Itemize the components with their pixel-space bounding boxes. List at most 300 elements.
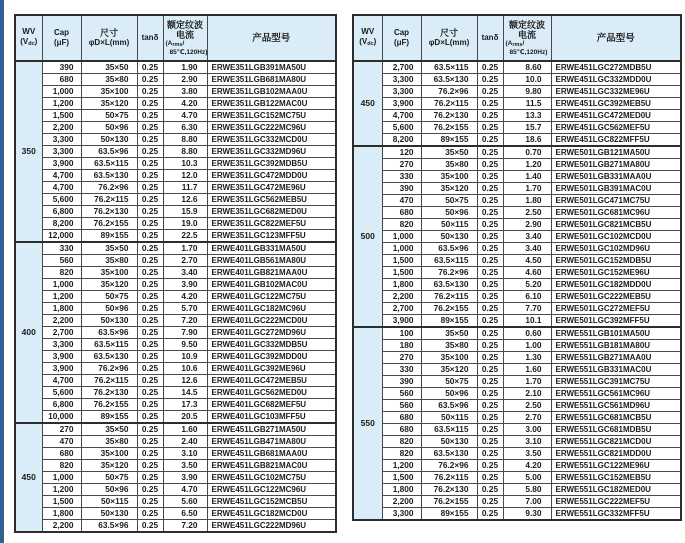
ripple-current-value: 6.30: [163, 122, 207, 134]
part-number: ERWE551LGC182MED0U: [551, 484, 681, 496]
size-value: 76.2×115: [421, 472, 477, 484]
cap-value: 1,500: [42, 110, 81, 122]
part-number: ERWE501LGC222MEB5U: [551, 291, 681, 303]
spec-row: [15, 146, 336, 158]
ripple-current-value: 1.80: [503, 195, 551, 207]
spec-row: [353, 134, 681, 147]
spec-row: [15, 86, 336, 98]
part-number: ERWE351LGC472MDD0U: [207, 170, 336, 182]
part-number: ERWE351LGC332MCD0U: [207, 134, 336, 146]
size-value: 63.5×130: [421, 279, 477, 291]
ripple-current-value: 1.00: [503, 340, 551, 352]
ripple-current-value: 2.10: [503, 388, 551, 400]
ripple-current-value: 1.20: [503, 159, 551, 171]
cap-value: 2,200: [382, 291, 421, 303]
tan-delta-value: 0.25: [137, 218, 163, 230]
spec-row: [353, 183, 681, 195]
tan-delta-value: 0.25: [477, 340, 503, 352]
tan-delta-value: 0.25: [137, 508, 163, 520]
part-number: ERWE551LGC681MDB5U: [551, 424, 681, 436]
size-value: 50×130: [81, 134, 137, 146]
header-wv: [353, 15, 382, 61]
wv-group-value: 400: [15, 242, 42, 423]
size-value: 76.2×155: [421, 303, 477, 315]
part-number: ERWE451LGC272MDB5U: [551, 61, 681, 74]
spec-row: [15, 496, 336, 508]
size-value: 35×120: [421, 183, 477, 195]
part-number: ERWE501LGB121MA50U: [551, 146, 681, 159]
part-number: ERWE351LGC472ME96U: [207, 182, 336, 194]
size-value: 89×155: [81, 230, 137, 243]
tan-delta-value: 0.25: [477, 484, 503, 496]
wv-unit: $(V_{dc})$: [20, 37, 38, 47]
spec-row: [353, 412, 681, 424]
size-value: 63.5×130: [81, 170, 137, 182]
ripple-current-value: 9.80: [503, 86, 551, 98]
ripple-current-value: 4.20: [163, 98, 207, 110]
ripple-current-value: 9.50: [163, 339, 207, 351]
spec-row: [353, 195, 681, 207]
cap-value: 6,800: [42, 399, 81, 411]
tan-delta-value: 0.25: [477, 352, 503, 364]
spec-row: [353, 279, 681, 291]
spec-row: [353, 291, 681, 303]
ripple-current-value: 8.80: [163, 134, 207, 146]
tan-delta-value: 0.25: [477, 61, 503, 74]
part-number: ERWE401LGC272MD96U: [207, 327, 336, 339]
size-value: 76.2×96: [421, 460, 477, 472]
ripple-current-value: 7.20: [163, 315, 207, 327]
size-value: 35×100: [81, 86, 137, 98]
tan-delta-value: 0.25: [137, 110, 163, 122]
ripple-current-value: 17.3: [163, 399, 207, 411]
cap-value: 5,600: [42, 194, 81, 206]
tan-delta-value: 0.25: [137, 291, 163, 303]
cap-value: 4,700: [42, 375, 81, 387]
ripple-current-value: 3.50: [503, 448, 551, 460]
ripple-label-2: 电流: [175, 30, 194, 40]
cap-value: 3,900: [42, 363, 81, 375]
size-value: 50×96: [421, 388, 477, 400]
ripple-current-value: 4.20: [503, 460, 551, 472]
part-number: ERWE351LGC392MDB5U: [207, 158, 336, 170]
part-number: ERWE451LGB681MAA0U: [207, 448, 336, 460]
size-value: 35×80: [421, 159, 477, 171]
ripple-current-value: 15.9: [163, 206, 207, 218]
tan-delta-value: 0.25: [137, 520, 163, 533]
spec-row: [15, 267, 336, 279]
size-value: 89×155: [421, 508, 477, 521]
cap-value: 1,000: [42, 279, 81, 291]
ripple-unit-2: 85℃,120Hz): [169, 49, 208, 56]
tan-delta-value: 0.25: [137, 158, 163, 170]
tan-delta-value: 0.25: [477, 243, 503, 255]
header-size: [81, 15, 137, 61]
spec-row: [353, 219, 681, 231]
tan-label: tanδ: [481, 33, 499, 42]
spec-row: [15, 351, 336, 363]
spec-row: [15, 327, 336, 339]
spec-row: [353, 388, 681, 400]
tan-delta-value: 0.25: [477, 400, 503, 412]
cap-value: 3,300: [382, 74, 421, 86]
ripple-current-value: 7.90: [163, 327, 207, 339]
size-value: 35×100: [421, 171, 477, 183]
size-value: 63.5×130: [81, 351, 137, 363]
spec-row: [353, 376, 681, 388]
spec-row: [15, 303, 336, 315]
ripple-current-value: 6.10: [503, 291, 551, 303]
ripple-current-value: 10.1: [503, 315, 551, 328]
ripple-current-value: 10.9: [163, 351, 207, 363]
size-value: 76.2×96: [81, 182, 137, 194]
spec-row: [353, 171, 681, 183]
header-part-number: [207, 15, 336, 61]
size-value: 76.2×155: [81, 218, 137, 230]
size-value: 50×96: [421, 207, 477, 219]
cap-value: 3,300: [382, 86, 421, 98]
tan-delta-value: 0.25: [137, 339, 163, 351]
size-value: 76.2×96: [81, 363, 137, 375]
ripple-current-value: 4.50: [503, 255, 551, 267]
ripple-current-value: 11.5: [503, 98, 551, 110]
size-value: 63.5×115: [81, 158, 137, 170]
cap-value: 1,200: [382, 460, 421, 472]
spec-row: [15, 134, 336, 146]
tan-delta-value: 0.25: [477, 207, 503, 219]
tan-delta-value: 0.25: [137, 375, 163, 387]
ripple-current-value: 7.00: [503, 496, 551, 508]
part-number: ERWE351LGB681MA80U: [207, 74, 336, 86]
tan-delta-value: 0.25: [137, 206, 163, 218]
size-value: 35×120: [81, 460, 137, 472]
tan-delta-value: 0.25: [477, 267, 503, 279]
tan-delta-value: 0.25: [477, 412, 503, 424]
cap-value: 12,000: [42, 230, 81, 243]
cap-value: 10,000: [42, 411, 81, 424]
size-value: 63.5×96: [81, 327, 137, 339]
tan-delta-value: 0.25: [137, 230, 163, 243]
tan-delta-value: 0.25: [137, 315, 163, 327]
ratings-table-left: [14, 14, 337, 533]
ripple-current-value: 15.7: [503, 122, 551, 134]
header-row: [353, 15, 681, 61]
ripple-current-value: 5.20: [503, 279, 551, 291]
ripple-current-value: 3.10: [163, 448, 207, 460]
ripple-current-value: 5.60: [163, 496, 207, 508]
part-number: ERWE401LGB102MAC0U: [207, 279, 336, 291]
size-unit: φD×L(mm): [88, 38, 130, 47]
tan-delta-value: 0.25: [137, 86, 163, 98]
cap-value: 3,900: [382, 98, 421, 110]
ripple-current-value: 5.70: [163, 303, 207, 315]
wv-group-value: 500: [353, 146, 382, 327]
model-label: 产品型号: [596, 32, 635, 44]
cap-value: 1,000: [42, 86, 81, 98]
header-wv: [15, 15, 42, 61]
part-number: ERWE351LGC332MD96U: [207, 146, 336, 158]
cap-value: 270: [382, 352, 421, 364]
part-number: ERWE501LGC821MCB5U: [551, 219, 681, 231]
part-number: ERWE351LGB391MA50U: [207, 61, 336, 74]
cap-value: 3,300: [42, 339, 81, 351]
ripple-current-value: 1.90: [163, 61, 207, 74]
part-number: ERWE451LGC222MD96U: [207, 520, 336, 533]
part-number: ERWE551LGB271MAA0U: [551, 352, 681, 364]
size-value: 35×100: [81, 448, 137, 460]
spec-row: [15, 98, 336, 110]
part-number: ERWE501LGC272MEF5U: [551, 303, 681, 315]
size-value: 76.2×130: [81, 206, 137, 218]
tan-delta-value: 0.25: [477, 303, 503, 315]
spec-row: [353, 303, 681, 315]
tan-delta-value: 0.25: [477, 448, 503, 460]
part-number: ERWE501LGB331MAA0U: [551, 171, 681, 183]
size-value: 35×120: [81, 98, 137, 110]
cap-value: 390: [382, 376, 421, 388]
part-number: ERWE451LGC182MCD0U: [207, 508, 336, 520]
ripple-label-1: 额定纹波: [508, 20, 545, 30]
size-value: 63.5×130: [421, 74, 477, 86]
size-value: 35×50: [81, 61, 137, 74]
part-number: ERWE451LGC332ME96U: [551, 86, 681, 98]
cap-value: 3,900: [42, 158, 81, 170]
spec-row: [15, 472, 336, 484]
cap-value: 3,300: [42, 146, 81, 158]
ripple-current-value: 3.40: [163, 267, 207, 279]
size-value: 35×50: [81, 242, 137, 255]
tan-delta-value: 0.25: [477, 508, 503, 521]
cap-value: 820: [382, 448, 421, 460]
cap-value: 270: [42, 423, 81, 436]
header-ripple-current: [503, 15, 551, 61]
size-value: 76.2×96: [421, 267, 477, 279]
tan-delta-value: 0.25: [137, 472, 163, 484]
cap-value: 1,200: [42, 484, 81, 496]
size-value: 35×100: [421, 352, 477, 364]
tan-delta-value: 0.25: [477, 496, 503, 508]
size-value: 76.2×115: [421, 98, 477, 110]
part-number: ERWE351LGC222MC96U: [207, 122, 336, 134]
ripple-label-1: 额定纹波: [166, 20, 203, 30]
cap-value: 330: [42, 242, 81, 255]
part-number: ERWE451LGC102MC75U: [207, 472, 336, 484]
cap-unit: (μF): [393, 38, 410, 47]
size-value: 76.2×155: [421, 496, 477, 508]
part-number: ERWE401LGC682MEF5U: [207, 399, 336, 411]
ripple-current-value: 8.80: [163, 146, 207, 158]
cap-value: 1,200: [42, 291, 81, 303]
spec-row: [353, 340, 681, 352]
tan-delta-value: 0.25: [137, 303, 163, 315]
part-number: ERWE551LGC681MCB5U: [551, 412, 681, 424]
tan-delta-value: 0.25: [477, 315, 503, 328]
size-value: 50×75: [81, 291, 137, 303]
size-value: 50×75: [421, 195, 477, 207]
part-number: ERWE401LGC332MDB5U: [207, 339, 336, 351]
ripple-current-value: 2.90: [503, 219, 551, 231]
cap-value: 5,600: [382, 122, 421, 134]
spec-row: [353, 508, 681, 521]
spec-row: [15, 387, 336, 399]
spec-row: [15, 411, 336, 424]
part-number: ERWE401LGB821MAA0U: [207, 267, 336, 279]
tan-delta-value: 0.25: [137, 182, 163, 194]
cap-value: 1,800: [382, 279, 421, 291]
tan-delta-value: 0.25: [137, 255, 163, 267]
cap-value: 820: [382, 436, 421, 448]
spec-row: [15, 242, 336, 255]
size-value: 63.5×96: [421, 243, 477, 255]
tan-delta-value: 0.25: [137, 170, 163, 182]
cap-value: 330: [382, 364, 421, 376]
tan-delta-value: 0.25: [137, 267, 163, 279]
header-row: [15, 15, 336, 61]
part-number: ERWE351LGC123MFF5U: [207, 230, 336, 243]
part-number: ERWE551LGC821MCD0U: [551, 436, 681, 448]
cap-value: 820: [42, 460, 81, 472]
ripple-current-value: 4.70: [163, 110, 207, 122]
spec-row: [15, 363, 336, 375]
spec-row: [353, 364, 681, 376]
part-number: ERWE351LGC682MED0U: [207, 206, 336, 218]
cap-value: 1,800: [42, 508, 81, 520]
header-cap: [382, 15, 421, 61]
part-number: ERWE551LGC152MEB5U: [551, 472, 681, 484]
size-value: 76.2×155: [81, 399, 137, 411]
tan-delta-value: 0.25: [137, 387, 163, 399]
part-number: ERWE401LGC122MC75U: [207, 291, 336, 303]
spec-row: [15, 158, 336, 170]
size-value: 63.5×115: [421, 424, 477, 436]
ripple-current-value: 2.50: [503, 400, 551, 412]
wv-unit: $(V_{dc})$: [359, 37, 377, 47]
cap-value: 4,700: [42, 182, 81, 194]
tan-delta-value: 0.25: [477, 183, 503, 195]
size-value: 63.5×115: [81, 339, 137, 351]
spec-row: [353, 496, 681, 508]
cap-value: 2,700: [382, 303, 421, 315]
cap-value: 1,500: [382, 267, 421, 279]
size-value: 63.5×115: [421, 61, 477, 74]
size-value: 35×80: [81, 436, 137, 448]
tan-label: tanδ: [141, 33, 159, 42]
ripple-current-value: 0.60: [503, 327, 551, 340]
cap-value: 560: [382, 400, 421, 412]
ripple-current-value: 10.3: [163, 158, 207, 170]
tan-delta-value: 0.25: [137, 411, 163, 424]
table-body-right: [353, 61, 681, 520]
size-value: 35×80: [421, 340, 477, 352]
ripple-current-value: 14.5: [163, 387, 207, 399]
spec-row: [15, 520, 336, 533]
cap-value: 470: [42, 436, 81, 448]
part-number: ERWE501LGC152MDB5U: [551, 255, 681, 267]
tan-delta-value: 0.25: [137, 460, 163, 472]
part-number: ERWE551LGC391MC75U: [551, 376, 681, 388]
ripple-current-value: 4.60: [503, 267, 551, 279]
ripple-unit-1: ($A_{rms}/$: [165, 40, 185, 48]
tan-delta-value: 0.25: [137, 122, 163, 134]
part-number: ERWE351LGB102MAA0U: [207, 86, 336, 98]
spec-row: [15, 460, 336, 472]
part-number: ERWE551LGC222MEF5U: [551, 496, 681, 508]
size-unit: φD×L(mm): [428, 38, 470, 47]
spec-row: [15, 291, 336, 303]
cap-value: 680: [382, 424, 421, 436]
spec-row: [15, 61, 336, 74]
tan-delta-value: 0.25: [477, 327, 503, 340]
part-number: ERWE351LGC152MC75U: [207, 110, 336, 122]
size-value: 50×96: [81, 122, 137, 134]
wv-label: WV: [361, 27, 375, 36]
cap-value: 1,500: [42, 496, 81, 508]
spec-row: [15, 423, 336, 436]
spec-row: [353, 424, 681, 436]
cap-value: 120: [382, 146, 421, 159]
ripple-current-value: 3.40: [503, 243, 551, 255]
cap-value: 2,200: [42, 520, 81, 533]
part-number: ERWE551LGC561MD96U: [551, 400, 681, 412]
ratings-table-right: [352, 14, 682, 521]
spec-row: [15, 170, 336, 182]
tan-delta-value: 0.25: [137, 448, 163, 460]
part-number: ERWE401LGC103MFF5U: [207, 411, 336, 424]
part-number: ERWE551LGC821MDD0U: [551, 448, 681, 460]
ripple-current-value: 7.20: [163, 520, 207, 533]
part-number: ERWE551LGB101MA50U: [551, 327, 681, 340]
wv-group-value: 450: [353, 61, 382, 146]
size-value: 50×75: [421, 376, 477, 388]
size-value: 63.5×115: [421, 255, 477, 267]
cap-value: 100: [382, 327, 421, 340]
tan-delta-value: 0.25: [477, 74, 503, 86]
part-number: ERWE501LGC102MCD0U: [551, 231, 681, 243]
cap-value: 820: [42, 267, 81, 279]
cap-value: 6,800: [42, 206, 81, 218]
ripple-current-value: 12.6: [163, 194, 207, 206]
cap-value: 8,200: [382, 134, 421, 147]
tan-delta-value: 0.25: [137, 194, 163, 206]
header-part-number: [551, 15, 681, 61]
tan-delta-value: 0.25: [477, 146, 503, 159]
cap-value: 1,000: [42, 472, 81, 484]
ripple-current-value: 1.30: [503, 352, 551, 364]
cap-value: 1,800: [382, 484, 421, 496]
size-value: 76.2×115: [81, 194, 137, 206]
ripple-current-value: 1.70: [503, 183, 551, 195]
tan-delta-value: 0.25: [137, 134, 163, 146]
cap-value: 1,800: [42, 303, 81, 315]
ratings-tables-container: [14, 14, 682, 533]
spec-row: [353, 484, 681, 496]
size-value: 89×155: [421, 134, 477, 147]
tan-delta-value: 0.25: [137, 98, 163, 110]
tan-delta-value: 0.25: [137, 496, 163, 508]
page-edge-accent-bar: [0, 0, 4, 543]
size-value: 35×50: [81, 423, 137, 436]
part-number: ERWE401LGC562MED0U: [207, 387, 336, 399]
ripple-current-value: 1.60: [503, 364, 551, 376]
part-number: ERWE501LGC471MC75U: [551, 195, 681, 207]
size-value: 35×120: [81, 279, 137, 291]
tan-delta-value: 0.25: [477, 171, 503, 183]
part-number: ERWE501LGB271MA80U: [551, 159, 681, 171]
tan-delta-value: 0.25: [477, 98, 503, 110]
spec-row: [353, 255, 681, 267]
tan-delta-value: 0.25: [137, 242, 163, 255]
part-number: ERWE451LGC472MED0U: [551, 110, 681, 122]
